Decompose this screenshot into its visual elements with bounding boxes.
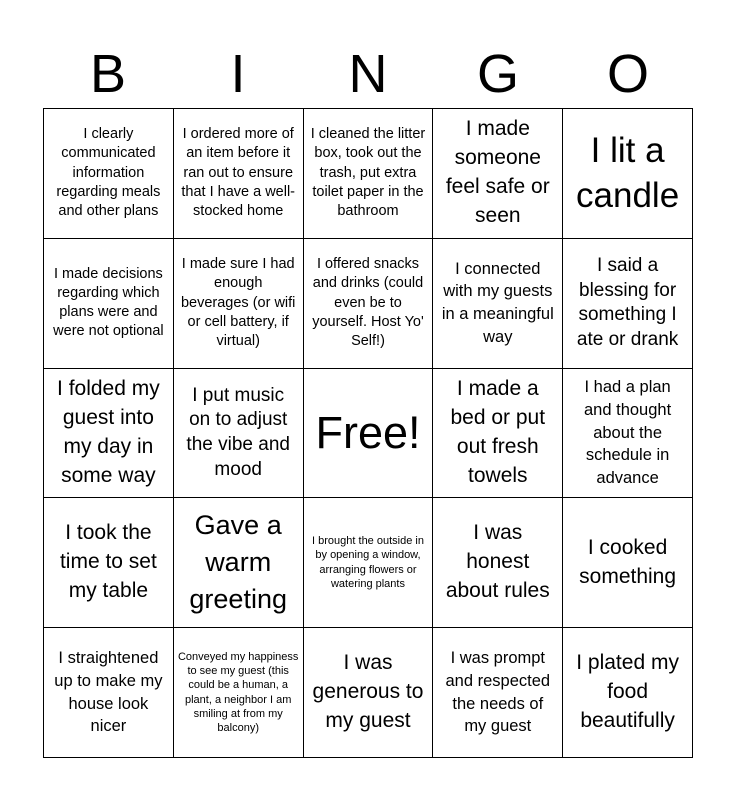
bingo-cell[interactable] — [304, 239, 434, 369]
bingo-cell[interactable] — [174, 498, 304, 628]
bingo-board — [43, 108, 693, 758]
cell-text: Free! — [315, 406, 421, 458]
bingo-cell[interactable] — [304, 628, 434, 758]
bingo-cell[interactable] — [433, 369, 563, 499]
cell-text: I was generous to my guest — [312, 651, 424, 733]
cell-text: I said a blessing for something I ate or drank — [576, 254, 679, 350]
bingo-cell[interactable] — [563, 498, 693, 628]
bingo-header — [43, 40, 693, 108]
cell-text: I brought the outside in by opening a window, arranging flowers or watering plants — [312, 535, 424, 591]
bingo-cell[interactable] — [563, 369, 693, 499]
bingo-cell[interactable] — [563, 239, 693, 369]
cell-text: I ordered more of an item before it ran out to ensure that I have a well-stocked home — [181, 126, 296, 220]
header-letter-n: N — [348, 44, 388, 104]
bingo-cell[interactable] — [174, 369, 304, 499]
bingo-cell[interactable] — [44, 369, 174, 499]
cell-text: I offered snacks and drinks (could even be to yourself. Host Yo' Self!) — [312, 255, 424, 350]
bingo-cell[interactable] — [433, 628, 563, 758]
cell-text: Conveyed my happiness to see my guest (this could be a human, a plant, a neighbor I am smiling at from my balcony) — [177, 650, 299, 735]
cell-text: I folded my guest into my day in some way — [57, 377, 160, 487]
cell-text: I was prompt and respected the needs of my guest — [445, 649, 551, 736]
cell-text: I was honest about rules — [445, 521, 550, 603]
cell-text: I put music on to adjust the vibe and mood — [186, 384, 290, 480]
bingo-free-cell[interactable] — [304, 369, 434, 499]
header-letter-g: G — [476, 44, 519, 104]
bingo-cell[interactable] — [433, 109, 563, 239]
header-letter-i: I — [230, 44, 246, 104]
header-letter-b: B — [89, 44, 127, 104]
cell-text: I cleaned the litter box, took out the trash, put extra toilet paper in the bathroom — [310, 126, 426, 220]
cell-text: I straightened up to make my house look nicer — [54, 649, 163, 736]
cell-text: I made a bed or put out fresh towels — [450, 377, 546, 487]
bingo-cell[interactable] — [563, 109, 693, 239]
bingo-cell[interactable] — [174, 628, 304, 758]
header-letter-o: O — [606, 44, 649, 104]
bingo-cell[interactable] — [433, 239, 563, 369]
bingo-cell[interactable] — [563, 628, 693, 758]
cell-text: I made decisions regarding which plans were and were not optional — [53, 265, 164, 340]
bingo-cell[interactable] — [44, 628, 174, 758]
cell-text: I lit a candle — [576, 130, 680, 216]
cell-text: I connected with my guests in a meaningful way — [441, 259, 554, 346]
bingo-cell[interactable] — [174, 239, 304, 369]
bingo-cell[interactable] — [304, 109, 434, 239]
cell-text: I made someone feel safe or seen — [445, 117, 550, 228]
cell-text: Gave a warm greeting — [189, 509, 287, 615]
cell-text: I took the time to set my table — [59, 521, 157, 603]
bingo-cell[interactable] — [174, 109, 304, 239]
bingo-cell[interactable] — [433, 498, 563, 628]
cell-text: I plated my food beautifully — [576, 651, 679, 733]
bingo-cell[interactable] — [44, 109, 174, 239]
bingo-cell[interactable] — [44, 239, 174, 369]
bingo-cell[interactable] — [44, 498, 174, 628]
cell-text: I clearly communicated information regarding meals and other plans — [56, 126, 161, 220]
bingo-cell[interactable] — [304, 498, 434, 628]
cell-text: I made sure I had enough beverages (or wifi or cell battery, if virtual) — [180, 255, 296, 350]
cell-text: I had a plan and thought about the schedule in advance — [584, 378, 672, 488]
cell-text: I cooked something — [579, 535, 677, 588]
